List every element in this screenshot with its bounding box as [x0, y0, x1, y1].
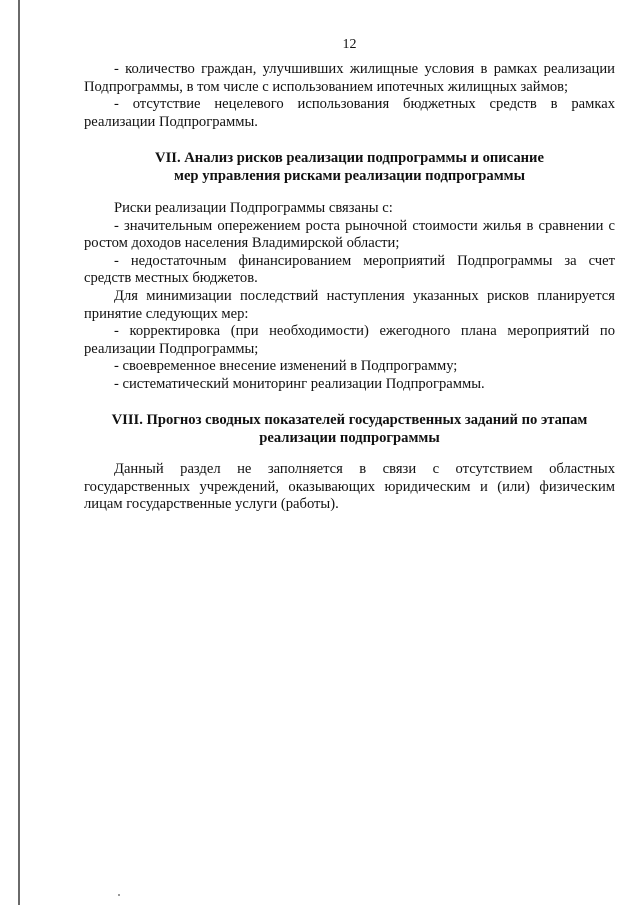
- list-item: - значительным опережением роста рыночной стоимости жилья в сравнении с ростом доходов населения Владимирской области;: [84, 217, 615, 252]
- section-7-title-line-1: VII. Анализ рисков реализации подпрограммы и описание: [155, 150, 544, 166]
- list-item: - корректировка (при необходимости) ежегодного плана мероприятий по реализации Подпрограммы;: [84, 323, 615, 357]
- list-item: - количество граждан, улучшивших жилищные условия в рамках реализации Подпрограммы, в том числе с использованием ипотечных жилищных займов;: [84, 61, 615, 95]
- page-left-edge: [18, 0, 20, 905]
- section-8-body: [84, 461, 615, 514]
- list-item: - своевременное внесение изменений в Подпрограмму;: [114, 358, 458, 375]
- list-item: - недостаточным финансированием мероприятий Подпрограммы за счет средств местных бюджетов.: [84, 252, 615, 287]
- section-8-title-line-2: реализации подпрограммы: [259, 429, 440, 446]
- section-8-heading: [84, 412, 615, 447]
- section-7-title-line-2: мер управления рисками реализации подпрограммы: [174, 167, 525, 184]
- section-7-body: [84, 200, 615, 394]
- page-number: 12: [342, 37, 357, 52]
- list-item: - отсутствие нецелевого использования бюджетных средств в рамках реализации Подпрограммы.: [84, 96, 615, 130]
- paragraph: Риски реализации Подпрограммы связаны с:: [114, 200, 393, 216]
- paragraph: Данный раздел не заполняется в связи с отсутствием областных государственных учреждений, оказывающих юридическим и (или) физическим лицам государственные услуги (работы).: [84, 461, 615, 513]
- section-7-heading: [84, 150, 615, 185]
- section-8-title-line-1: VIII. Прогноз сводных показателей государственных заданий по этапам: [111, 412, 588, 428]
- scan-speck: [118, 894, 120, 896]
- paragraph: Для минимизации последствий наступления указанных рисков планируется принятие следующих мер:: [84, 287, 615, 322]
- list-item: - систематический мониторинг реализации Подпрограммы.: [114, 375, 485, 392]
- top-list: [84, 61, 615, 131]
